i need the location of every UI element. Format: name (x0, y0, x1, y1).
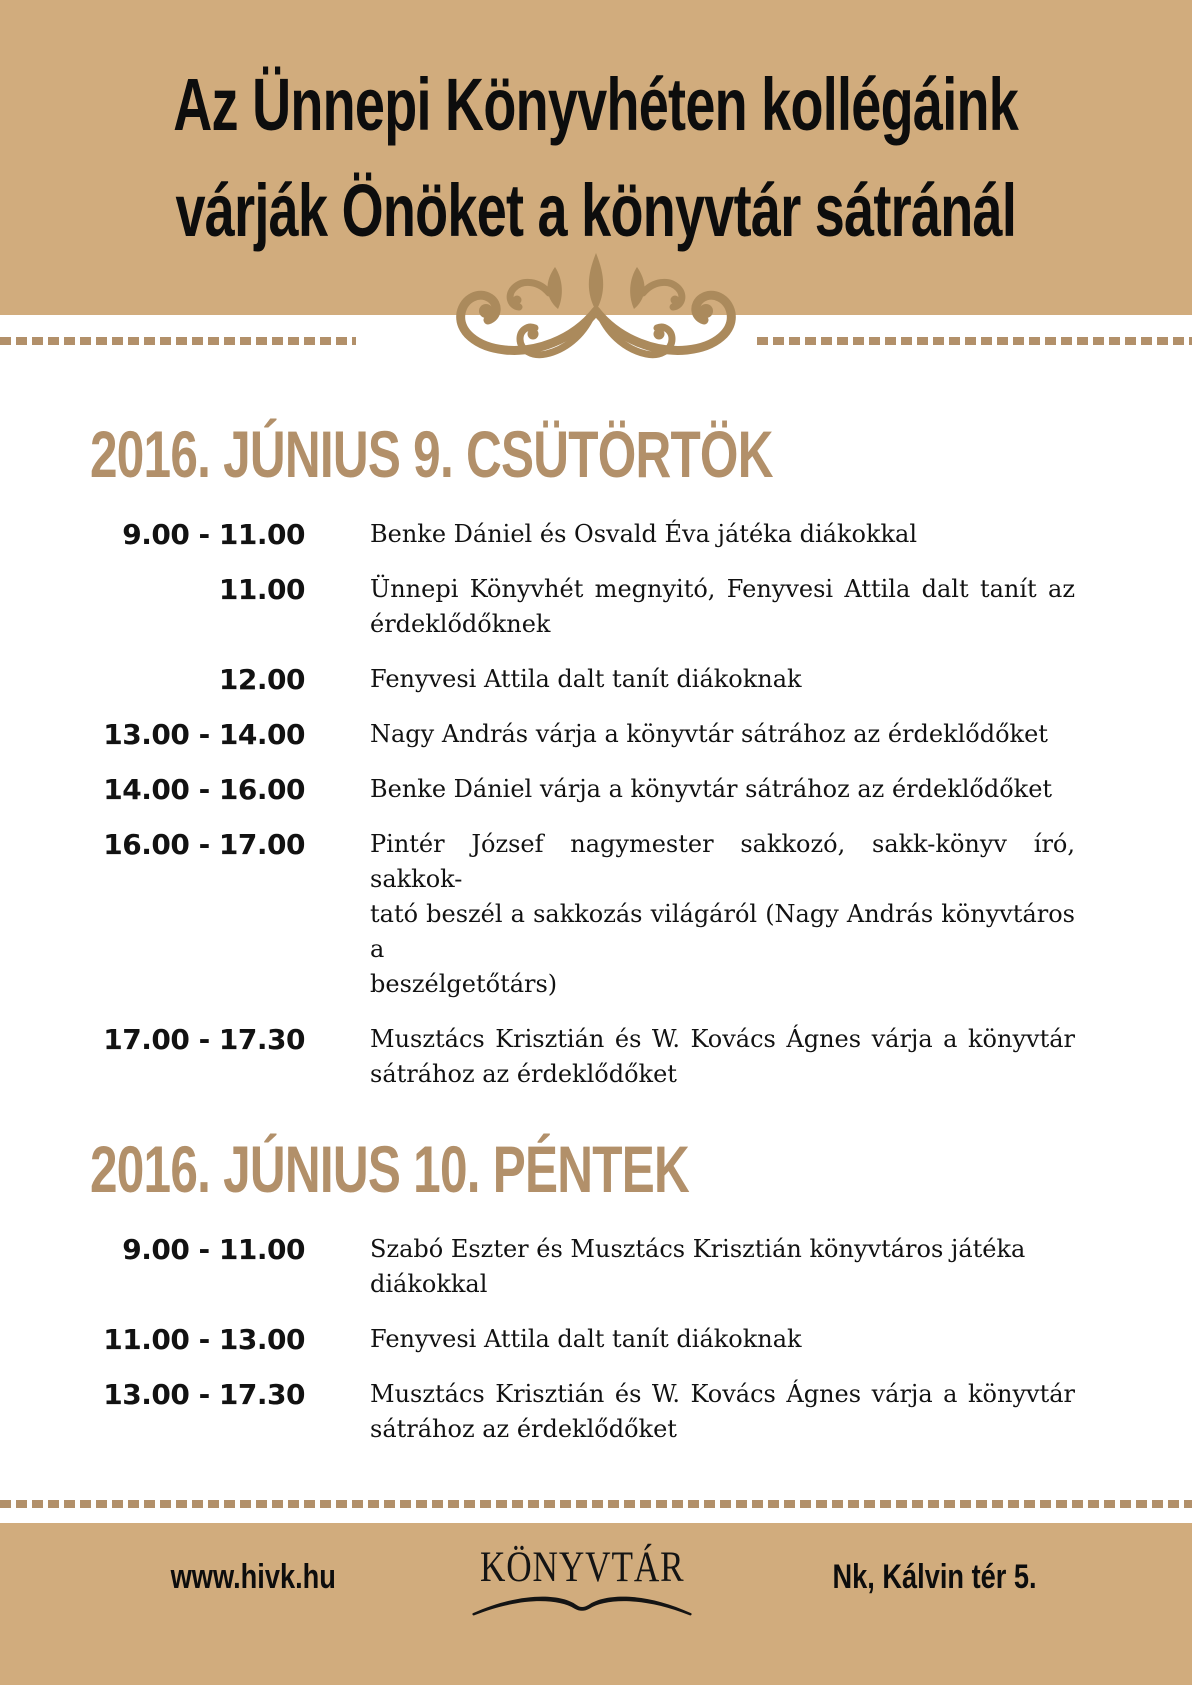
time-range: 13.00 - 14.00 (103, 718, 305, 751)
address-text: Nk, Kálvin tér 5. (832, 1558, 1037, 1596)
description-line: Pintér József nagymester sakkozó, sakk-könyv író, sakkok- (370, 830, 1075, 893)
poster-footer (0, 1523, 1192, 1685)
website (150, 1557, 357, 1597)
event-description (370, 1232, 1075, 1302)
day-2-heading (90, 1132, 1075, 1206)
dashed-line-right (757, 337, 1192, 345)
schedule-row (90, 1322, 1075, 1357)
time-range: 11.00 - 13.00 (103, 1323, 305, 1356)
event-description (370, 827, 1075, 1002)
day-2-heading-text: 2016. JÚNIUS 10. PÉNTEK (90, 1132, 690, 1206)
time-range: 12.00 (218, 663, 305, 696)
description-line: beszélgetőtárs) (370, 970, 558, 998)
description-line: Nagy András várja a könyvtár sátrához az érdeklődőket (370, 720, 1048, 748)
description-line: tató beszél a sakkozás világáról (Nagy András könyvtáros a (370, 900, 1075, 963)
description-line: diákokkal (370, 1270, 488, 1298)
dashed-line-bottom (0, 1500, 1192, 1508)
description-line: sátrához az érdeklődőket (370, 1415, 677, 1443)
description-line: Fenyvesi Attila dalt tanít diákoknak (370, 665, 802, 693)
time-range: 14.00 - 16.00 (103, 773, 305, 806)
time-range: 16.00 - 17.00 (103, 828, 305, 861)
event-description (370, 517, 1075, 552)
description-line: Szabó Eszter és Musztács Krisztián könyvtáros játéka (370, 1235, 1026, 1263)
schedule-row (90, 772, 1075, 807)
website-text: www.hivk.hu (170, 1558, 336, 1596)
day-1-heading-text: 2016. JÚNIUS 9. CSÜTÖRTÖK (90, 417, 773, 491)
schedule-day-1 (90, 417, 1075, 1092)
event-description (370, 662, 1075, 697)
event-description (370, 572, 1075, 642)
schedule-row (90, 662, 1075, 697)
event-description (370, 1322, 1075, 1357)
schedule-day-2 (90, 1132, 1075, 1447)
ornament-divider (0, 315, 1192, 375)
event-description (370, 1022, 1075, 1092)
poster-title-line-1 (0, 62, 1192, 168)
schedule-row (90, 1232, 1075, 1302)
event-description (370, 717, 1075, 752)
description-line: érdeklődőknek (370, 610, 551, 638)
time-range: 9.00 - 11.00 (122, 518, 305, 551)
description-line: Ünnepi Könyvhét megnyitó, Fenyvesi Attila dalt tanít az (370, 575, 1075, 603)
description-line: Fenyvesi Attila dalt tanít diákoknak (370, 1325, 802, 1353)
day-2-rows (90, 1232, 1075, 1447)
library-logo-text: KÖNYVTÁR (479, 1542, 684, 1591)
description-line: sátrához az érdeklődőket (370, 1060, 677, 1088)
time-range: 17.00 - 17.30 (103, 1023, 305, 1056)
time-range: 13.00 - 17.30 (103, 1378, 305, 1411)
description-line: Musztács Krisztián és W. Kovács Ágnes várja a könyvtár (370, 1025, 1075, 1053)
poster-title-text-1: Az Ünnepi Könyvhéten kollégáink (173, 63, 1019, 146)
schedule-row (90, 1377, 1075, 1447)
event-description (370, 772, 1075, 807)
schedule-row (90, 1022, 1075, 1092)
schedule (0, 375, 1192, 1500)
flourish-ornament-icon (405, 253, 787, 377)
day-1-heading (90, 417, 1075, 491)
address (807, 1557, 1062, 1597)
library-logo (466, 1542, 698, 1619)
description-line: Benke Dániel várja a könyvtár sátrához az érdeklődőket (370, 775, 1053, 803)
time-range: 11.00 (218, 573, 305, 606)
description-line: Benke Dániel és Osvald Éva játéka diákokkal (370, 520, 918, 548)
schedule-row (90, 517, 1075, 552)
schedule-row (90, 572, 1075, 642)
schedule-row (90, 717, 1075, 752)
day-1-rows (90, 517, 1075, 1092)
time-range: 9.00 - 11.00 (122, 1233, 305, 1266)
poster-title-text-2: várják Önöket a könyvtár sátránál (175, 169, 1017, 252)
event-description (370, 1377, 1075, 1447)
dashed-line-left (0, 337, 356, 345)
description-line: Musztács Krisztián és W. Kovács Ágnes várja a könyvtár (370, 1380, 1075, 1408)
schedule-row (90, 827, 1075, 1002)
